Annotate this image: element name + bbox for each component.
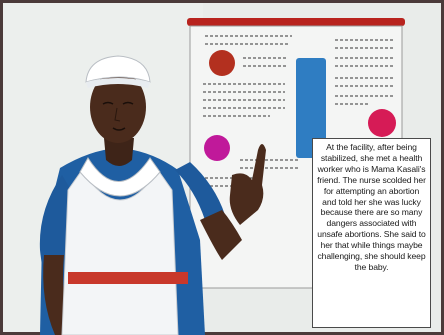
caption-box: At the facility, after being stabilized, she met a health worker who is Mama Kasali's friend. The nurse scolded her for attempting an abortion and told her she was lucky because there are so many dangers associated with unsafe abortions. She said to her that while things maybe challenging, she should keep the baby. [312, 138, 431, 328]
